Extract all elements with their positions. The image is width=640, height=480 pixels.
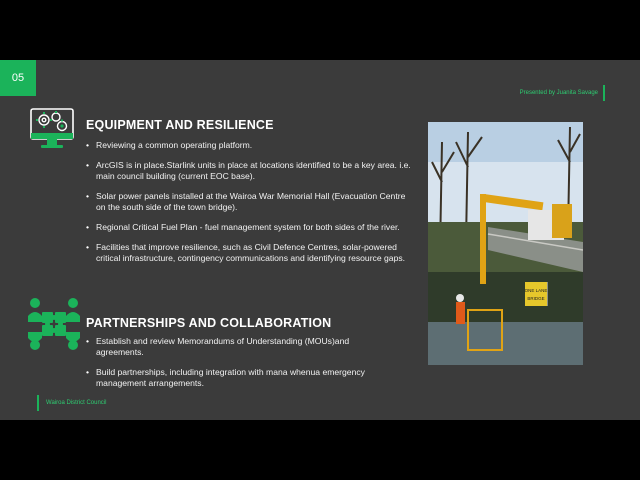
equipment-item: • Solar power panels installed at the Wairoa War Memorial Hall (Evacuation Centre on the south side of the town bridge). [84, 191, 412, 213]
equipment-list [84, 140, 412, 273]
equipment-item: • Reviewing a common operating platform. [84, 140, 412, 151]
bridge-inspection-photo [428, 122, 583, 365]
equipment-item: • ArcGIS is in place.Starlink units in place at locations identified to be a key area. i.e. main council building (current EOC base). [84, 160, 412, 182]
monitor-gears-icon [28, 104, 76, 152]
page-number-badge: 05 [0, 60, 36, 96]
footer-organisation: Wairoa District Council [46, 400, 107, 406]
bridge-sign-text: BRIDGE [527, 296, 545, 301]
partnerships-list [84, 336, 396, 398]
partnerships-item: • Build partnerships, including integration with mana whenua emergency management arrangements. [84, 367, 396, 389]
people-puzzle-icon [26, 296, 82, 352]
svg-text:ONE LANE: ONE LANE [524, 288, 548, 293]
equipment-title: EQUIPMENT AND RESILIENCE [86, 118, 274, 132]
partnerships-item: • Establish and review Memorandums of Understanding (MOUs)and agreements. [84, 336, 396, 358]
footer-accent-bar [37, 395, 39, 411]
presenter-accent-bar [603, 85, 605, 101]
partnerships-title: PARTNERSHIPS AND COLLABORATION [86, 316, 332, 330]
equipment-item: • Facilities that improve resilience, such as Civil Defence Centres, solar-powered critical infrastructure, contingency communications and identifying resource gaps. [84, 242, 412, 264]
equipment-item: • Regional Critical Fuel Plan - fuel management system for both sides of the river. [84, 222, 412, 233]
presenter-credit: Presented by Juanita Savage [519, 90, 598, 96]
slide [0, 60, 640, 420]
